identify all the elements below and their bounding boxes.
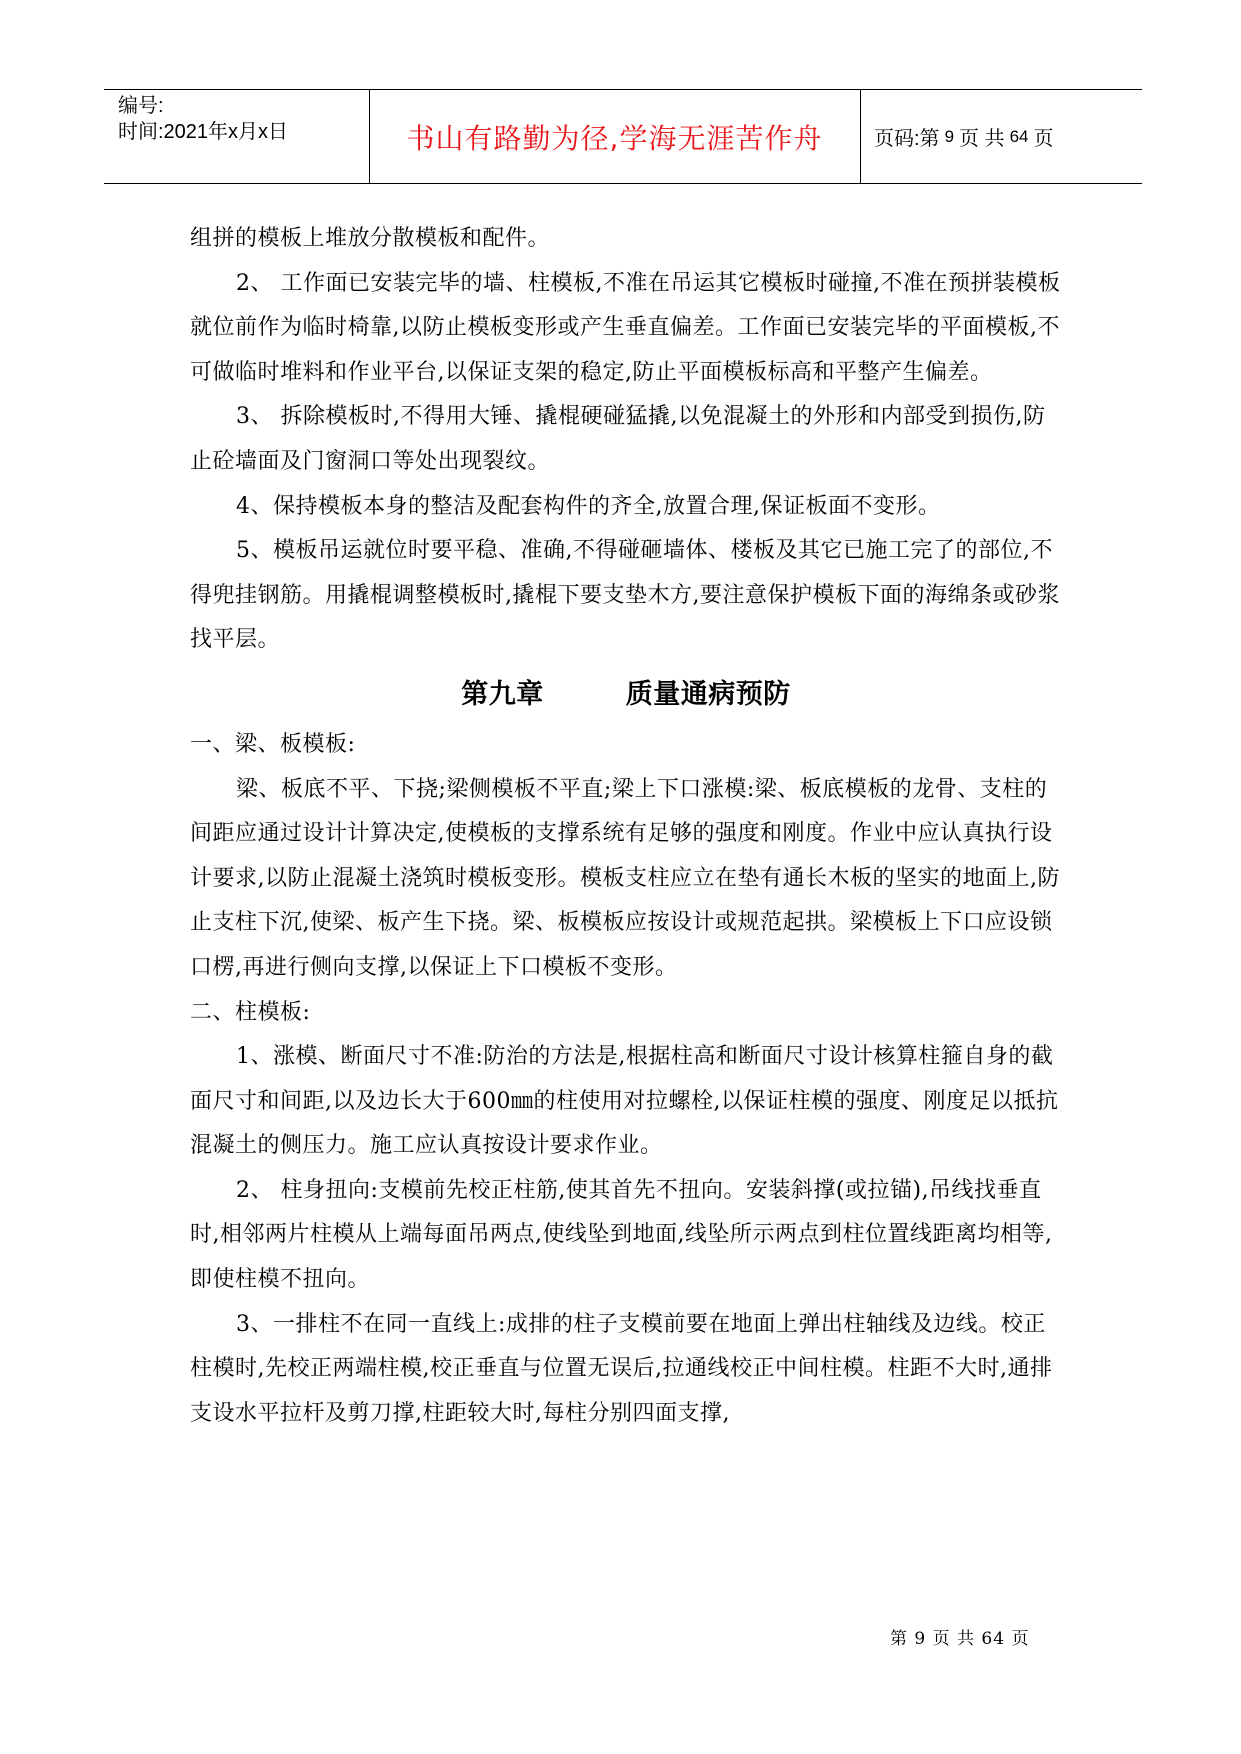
chapter-title: 质量通病预防: [625, 678, 791, 710]
chapter-number: 第九章: [461, 678, 544, 710]
header-left-cell: [118, 93, 288, 145]
paragraph: 2、 工作面已安装完毕的墙、柱模板,不准在吊运其它模板时碰撞,不准在预拼装模板就位前作为临时椅靠,以防止模板变形或产生垂直偏差。工作面已安装完毕的平面模板,不可做临时堆料和作业平台,以保证支架的稳定,防止平面模板标高和平整产生偏差。: [190, 270, 1061, 385]
paragraph: 3、一排柱不在同一直线上:成排的柱子支模前要在地面上弹出柱轴线及边线。校正柱模时,先校正两端柱模,校正垂直与位置无误后,拉通线校正中间柱模。柱距不大时,通排支设水平拉杆及剪刀撑,柱距较大时,每柱分别四面支撑,: [190, 1311, 1053, 1426]
section-heading: 二、柱模板:: [190, 999, 311, 1025]
paragraph: 3、 拆除模板时,不得用大锤、撬棍硬碰猛撬,以免混凝土的外形和内部受到损伤,防止砼墙面及门窗洞口等处出现裂纹。: [190, 404, 1046, 474]
page-mid: 页 共: [959, 128, 1005, 150]
page-total: 64: [1009, 126, 1029, 146]
header-table: [104, 89, 1142, 184]
chapter-heading: [190, 667, 1062, 723]
paragraph: 4、保持模板本身的整洁及配套构件的齐全,放置合理,保证板面不变形。: [236, 493, 941, 519]
page-current: 9: [944, 126, 955, 146]
header-motto: 书山有路勤为径,学海无涯苦作舟: [406, 121, 823, 155]
paragraph: 梁、板底不平、下挠;梁侧模板不平直;梁上下口涨模:梁、板底模板的龙骨、支柱的间距应通过设计计算决定,使模板的支撑系统有足够的强度和刚度。作业中应认真执行设计要求,以防止混凝土浇筑时模板变形。模板支柱应立在垫有通长木板的坚实的地面上,防止支柱下沉,使梁、板产生下挠。梁、板模板应按设计或规范起拱。梁模板上下口应设锁口楞,再进行侧向支撑,以保证上下口模板不变形。: [190, 776, 1060, 980]
number-label: 编号:: [118, 95, 164, 117]
page-suffix: 页: [1033, 128, 1054, 150]
paragraph: 1、涨模、断面尺寸不准:防治的方法是,根据柱高和断面尺寸设计核算柱箍自身的截面尺寸和间距,以及边长大于600㎜的柱使用对拉螺栓,以保证柱模的强度、刚度足以抵抗混凝土的侧压力。施工应认真按设计要求作业。: [190, 1044, 1059, 1159]
paragraph: 5、模板吊运就位时要平稳、准确,不得碰砸墙体、楼板及其它已施工完了的部位,不得兜挂钢筋。用撬棍调整模板时,撬棍下要支垫木方,要注意保护模板下面的海绵条或砂浆找平层。: [190, 538, 1060, 653]
page-footer: 第 9 页 共 64 页: [890, 1629, 1030, 1649]
header-page-cell: [874, 90, 1054, 183]
document-body: [190, 217, 1062, 1436]
page-prefix: 页码:第: [874, 128, 940, 150]
time-label: 时间:2021年x月x日: [118, 121, 289, 143]
section-heading: 一、梁、板模板:: [190, 731, 356, 757]
header-divider: [860, 90, 861, 183]
paragraph: 组拼的模板上堆放分散模板和配件。: [190, 226, 551, 251]
paragraph: 2、 柱身扭向:支模前先校正柱筋,使其首先不扭向。安装斜撑(或拉锚),吊线找垂直时,相邻两片柱模从上端每面吊两点,使线坠到地面,线坠所示两点到柱位置线距离均相等,即使柱模不扭向。: [190, 1177, 1053, 1293]
